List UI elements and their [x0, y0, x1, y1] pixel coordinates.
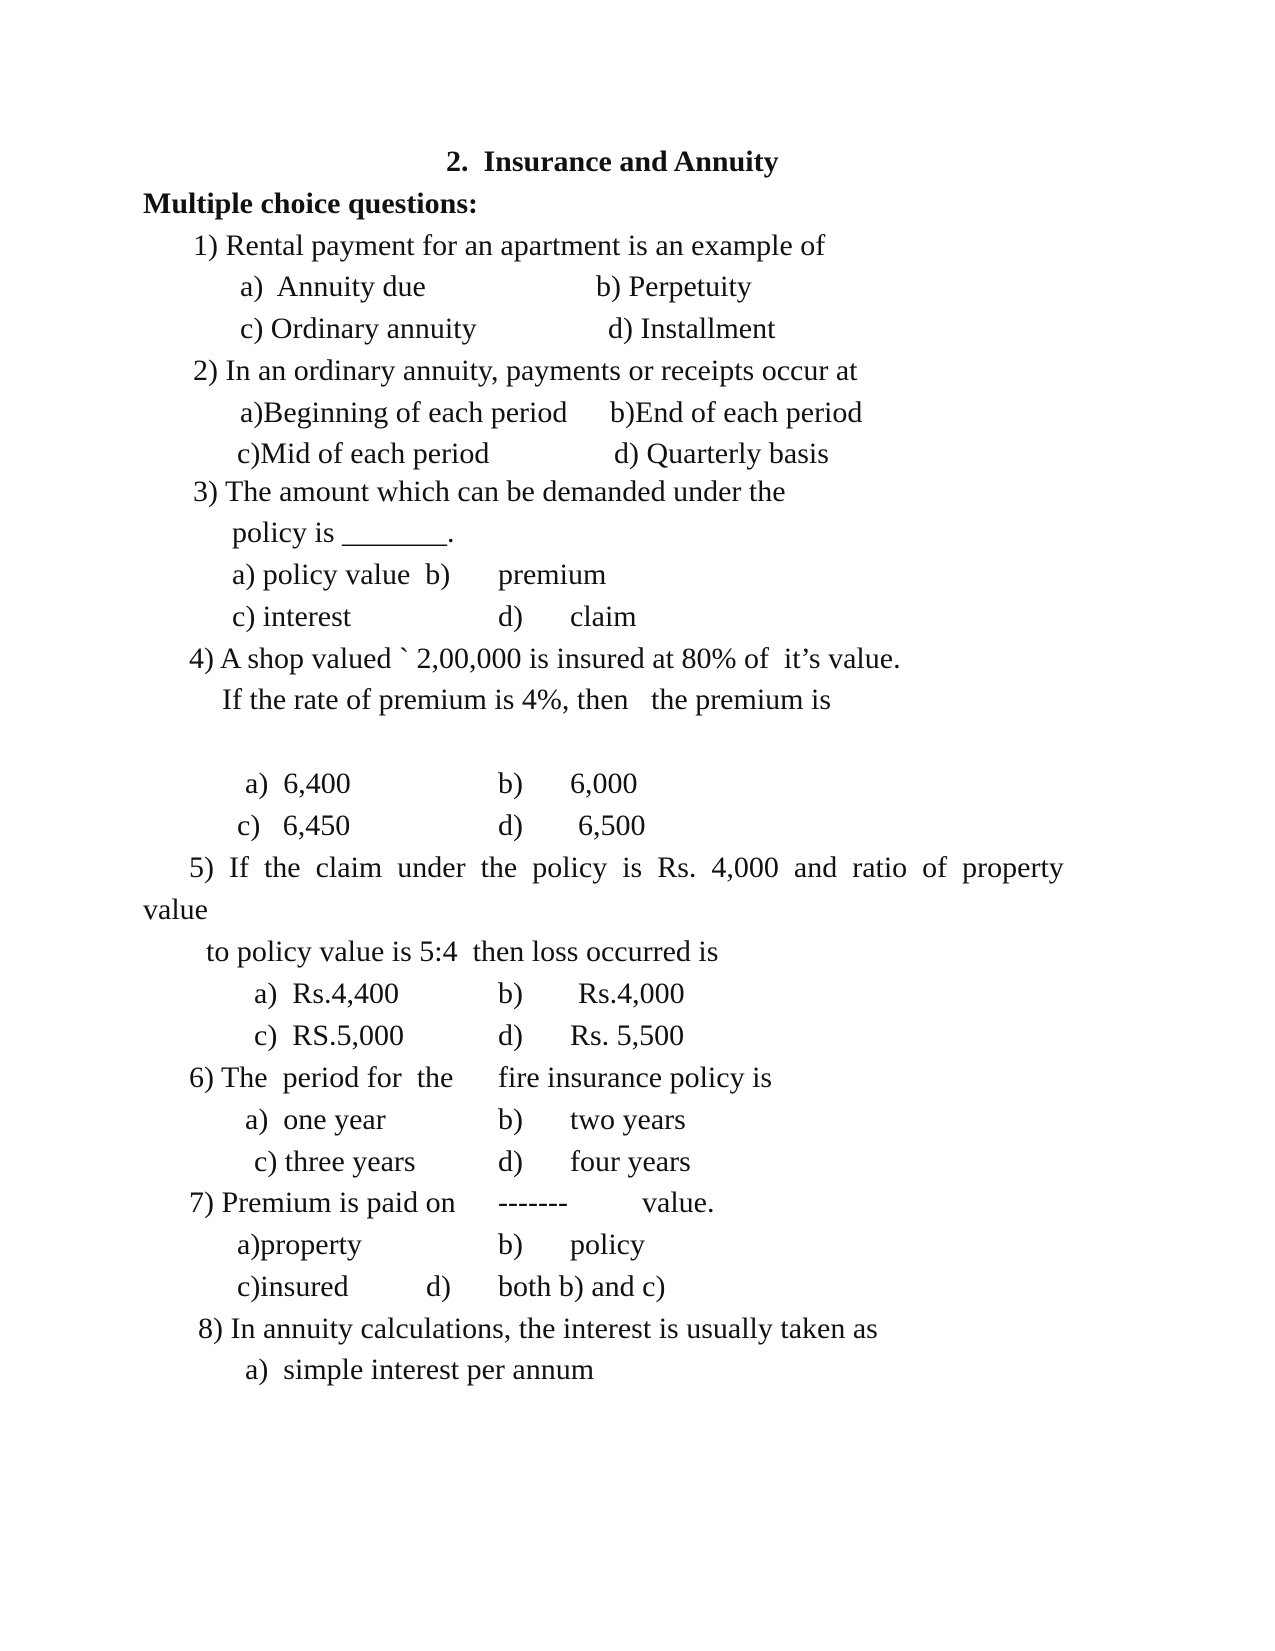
- question-7-blank: -------: [498, 1186, 568, 1219]
- question-7-option-d-label: d): [426, 1270, 451, 1303]
- question-6-text: 6) The period for the: [189, 1061, 454, 1094]
- question-3-text: 3) The amount which can be demanded under the: [193, 475, 786, 508]
- question-5-option-a: a) Rs.4,400: [254, 977, 399, 1010]
- question-6-option-b-label: b): [498, 1103, 523, 1136]
- question-4-option-c: c) 6,450: [237, 809, 351, 842]
- question-3-option-c: c) interest: [232, 600, 352, 633]
- question-6-option-d-label: d): [498, 1145, 523, 1178]
- question-8-text: 8) In annuity calculations, the interest is usually taken as: [198, 1312, 878, 1345]
- question-4-option-b-label: b): [498, 767, 523, 800]
- question-7-option-b-label: b): [498, 1228, 523, 1261]
- section-heading: Multiple choice questions:: [143, 187, 478, 220]
- question-4-option-b: 6,000: [570, 767, 638, 800]
- question-4-option-a: a) 6,400: [245, 767, 351, 800]
- question-5-text: 5) If the claim under the policy is Rs. 4,000 and ratio of property: [189, 851, 1064, 884]
- question-5-option-c: c) RS.5,000: [254, 1019, 404, 1052]
- question-5-option-b-label: b): [498, 977, 523, 1010]
- question-7-option-b: policy: [570, 1228, 645, 1261]
- question-4-text: 4) A shop valued ` 2,00,000 is insured at 80% of it’s value.: [189, 642, 901, 675]
- question-1-option-d: d) Installment: [608, 312, 776, 345]
- question-7-text: 7) Premium is paid on: [189, 1186, 456, 1219]
- question-2-option-a: a)Beginning of each period: [240, 396, 568, 429]
- question-1-option-c: c) Ordinary annuity: [240, 312, 477, 345]
- question-3-option-d: claim: [570, 600, 637, 633]
- question-7-text-continued: value.: [642, 1186, 715, 1219]
- question-3-text-continued: policy is _______.: [232, 516, 455, 549]
- question-4-option-d-label: d): [498, 809, 523, 842]
- question-5-text-wrap: value: [143, 893, 208, 926]
- question-6-option-d: four years: [570, 1145, 691, 1178]
- question-3-option-d-label: d): [498, 600, 523, 633]
- question-1-option-b: b) Perpetuity: [596, 270, 752, 303]
- question-5-text-continued: to policy value is 5:4 then loss occurred is: [206, 935, 719, 968]
- question-3-option-b: premium: [498, 558, 607, 591]
- question-1-option-a: a) Annuity due: [240, 270, 426, 303]
- question-2-option-d: d) Quarterly basis: [614, 437, 829, 470]
- question-3-option-a: a) policy value b): [232, 558, 451, 591]
- question-2-text: 2) In an ordinary annuity, payments or receipts occur at: [193, 354, 858, 387]
- question-7-option-d: both b) and c): [498, 1270, 666, 1303]
- page-title: 2. Insurance and Annuity: [446, 145, 779, 178]
- question-6-option-c: c) three years: [254, 1145, 416, 1178]
- question-2-option-b: b)End of each period: [610, 396, 863, 429]
- question-6-text-continued: fire insurance policy is: [498, 1061, 773, 1094]
- question-1-text: 1) Rental payment for an apartment is an example of: [193, 229, 826, 262]
- question-2-option-c: c)Mid of each period: [237, 437, 490, 470]
- question-7-option-c: c)insured: [237, 1270, 349, 1303]
- question-4-text-continued: If the rate of premium is 4%, then the premium is: [222, 683, 832, 716]
- question-4-option-d: 6,500: [578, 809, 646, 842]
- question-8-option-a: a) simple interest per annum: [245, 1353, 595, 1386]
- question-5-option-d: Rs. 5,500: [570, 1019, 685, 1052]
- question-6-option-b: two years: [570, 1103, 686, 1136]
- question-6-option-a: a) one year: [245, 1103, 386, 1136]
- question-5-option-d-label: d): [498, 1019, 523, 1052]
- question-5-option-b: Rs.4,000: [578, 977, 685, 1010]
- question-7-option-a: a)property: [237, 1228, 362, 1261]
